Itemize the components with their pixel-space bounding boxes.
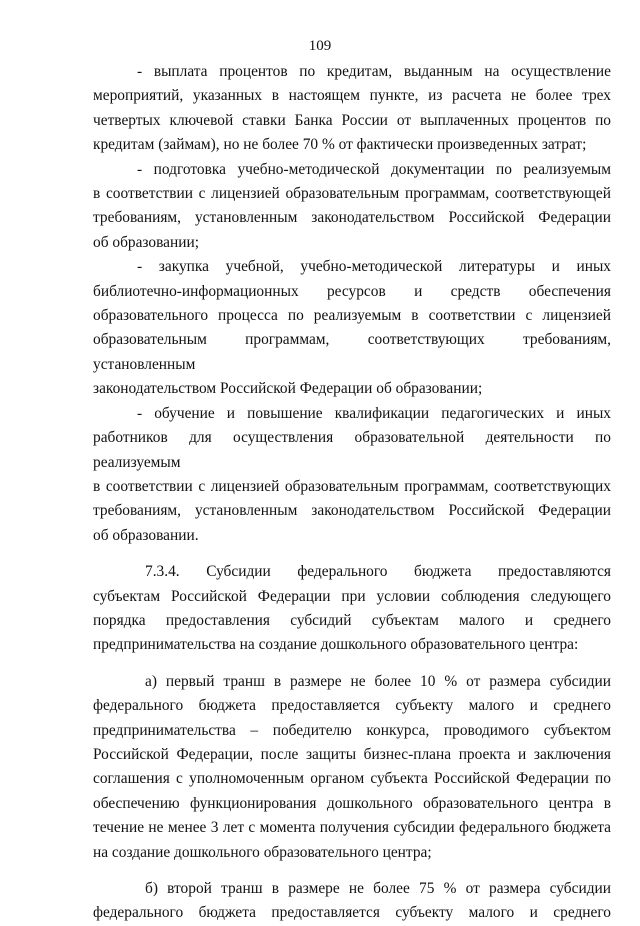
text-line: библиотечно-информационных ресурсов и средств обеспечения — [93, 282, 611, 300]
paragraph-first-tranche — [93, 670, 611, 865]
paragraph-training — [93, 402, 611, 548]
text-line: мероприятий, указанных в настоящем пункте, из расчета не более трех — [93, 87, 611, 105]
text-line: б) второй транш в размере не более 75 % от размера субсидии — [145, 880, 611, 897]
text-line: - выплата процентов по кредитам, выданным на осуществление — [137, 63, 611, 80]
text-line: требованиям, установленным законодательством Российской Федерации — [93, 209, 611, 227]
text-line: обеспечению функционирования дошкольного образовательного центра в — [93, 794, 611, 812]
text-line: образовательным программам, соответствующих требованиям, установленным — [93, 331, 611, 373]
paragraph-second-tranche — [93, 877, 611, 926]
text-line: течение не менее 3 лет с момента получения субсидии федерального бюджета — [93, 819, 611, 837]
text-line: работников для осуществления образовательной деятельности по реализуемым — [93, 429, 611, 471]
text-line: Российской Федерации, после защиты бизнес-плана проекта и заключения — [93, 745, 611, 763]
text-line: 7.3.4. Субсидии федерального бюджета предоставляются — [145, 563, 611, 581]
text-line: федерального бюджета предоставляется субъекту малого и среднего — [93, 904, 611, 922]
text-line: соглашения с уполномоченным органом субъекта Российской Федерации по — [93, 770, 611, 788]
text-line: законодательством Российской Федерации об образовании; — [93, 380, 483, 398]
text-line: - обучение и повышение квалификации педагогических и иных — [137, 404, 611, 422]
text-line: субъектам Российской Федерации при условии соблюдения следующего — [93, 587, 611, 605]
text-line: четвертых ключевой ставки Банка России от выплаченных процентов по — [93, 111, 611, 129]
text-line: предпринимательства – победителю конкурса, проводимого субъектом — [93, 721, 611, 739]
text-line: - закупка учебной, учебно-методической литературы и иных — [137, 258, 611, 276]
text-line: в соответствии с лицензией образовательным программам, соответствующей — [93, 185, 611, 203]
text-line: образовательного процесса по реализуемым в соответствии с лицензией — [93, 307, 611, 325]
paragraph-interest-payment — [93, 60, 611, 158]
text-line: а) первый транш в размере не более 10 % от размера субсидии — [145, 672, 611, 690]
text-line: об образовании. — [93, 526, 199, 544]
text-line: порядка предоставления субсидий субъектам малого и среднего — [93, 611, 611, 629]
paragraph-7-3-4 — [93, 560, 611, 658]
text-line: об образовании; — [93, 233, 199, 251]
text-line: предпринимательства на создание дошкольного образовательного центра: — [93, 636, 579, 654]
text-line: требованиям, установленным законодательством Российской Федерации — [93, 502, 611, 520]
text-line: федерального бюджета предоставляется субъекту малого и среднего — [93, 697, 611, 715]
body-text — [93, 60, 611, 926]
page-number: 109 — [308, 38, 332, 54]
text-line: - подготовка учебно-методической документации по реализуемым — [137, 160, 611, 178]
text-line: на создание дошкольного образовательного центра; — [93, 843, 432, 861]
text-line: кредитам (займам), но не более 70 % от фактически произведенных затрат; — [93, 136, 587, 154]
paragraph-literature-purchase — [93, 255, 611, 401]
paragraph-documentation — [93, 158, 611, 256]
text-line: в соответствии с лицензией образовательным программам, соответствующих — [93, 477, 611, 495]
